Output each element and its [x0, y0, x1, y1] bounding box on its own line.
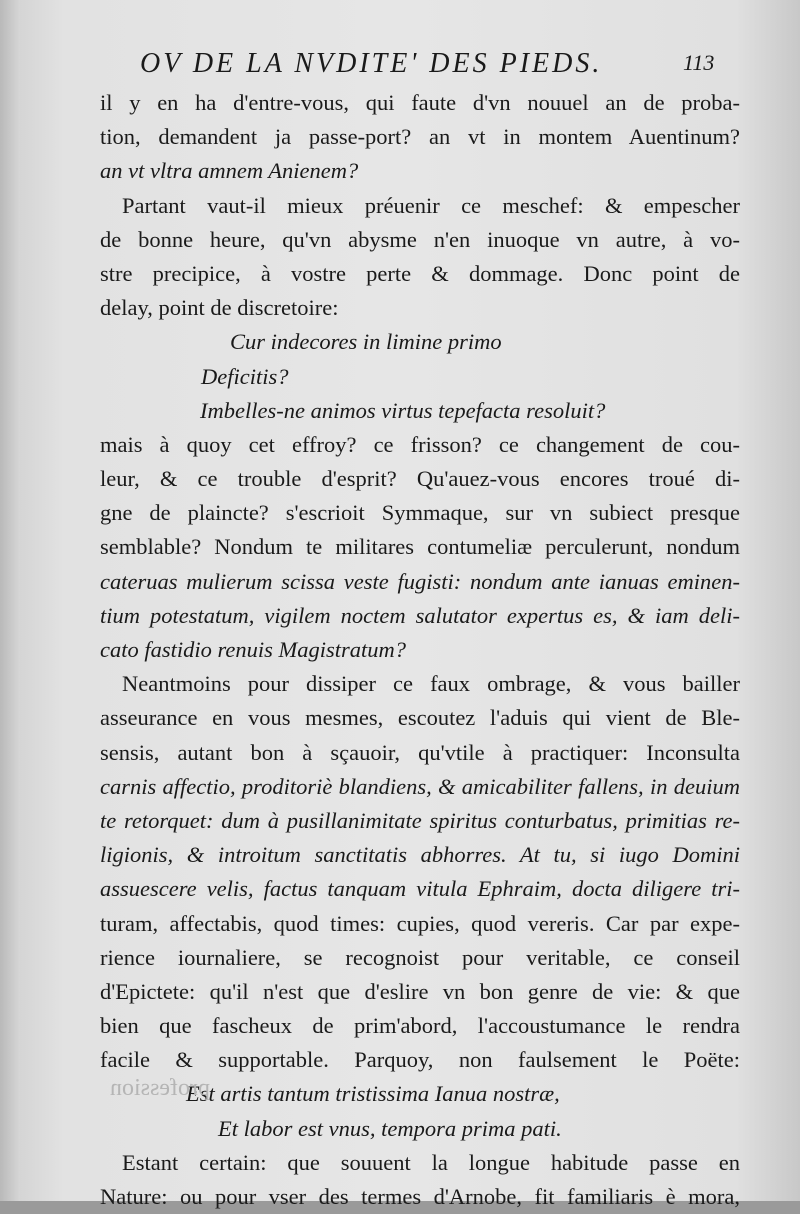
show-through-catchword: profession [110, 1075, 210, 1101]
text-line: rience iournaliere, se recognoist pour veritable, ce conseil [100, 944, 740, 970]
text-line: carnis affectio, proditoriè blandiens, & amicabiliter fallens, in deuium [100, 773, 740, 799]
text-line: stre precipice, à vostre perte & dommage. Donc point de [100, 260, 740, 286]
text-line: cateruas mulierum scissa veste fugisti: nondum ante ianuas eminen- [100, 568, 740, 594]
verse-line: Est artis tantum tristissima Ianua nostræ, [186, 1081, 560, 1107]
text-line: te retorquet: dum à pusillanimitate spiritus conturbatus, primitias re- [100, 807, 740, 833]
text-line: tion, demandent ja passe-port? an vt in montem Auentinum? [100, 124, 740, 150]
text-line: assuescere velis, factus tanquam vitula Ephraim, docta diligere tri- [100, 876, 740, 902]
text-line: sensis, autant bon à sçauoir, qu'vtile à practiquer: Inconsulta [100, 739, 740, 765]
verse-line: Cur indecores in limine primo [230, 329, 502, 355]
verse-line: Deficitis? [201, 363, 289, 389]
text-line: il y en ha d'entre-vous, qui faute d'vn nouuel an de proba- [100, 90, 740, 115]
text-line: ligionis, & introitum sanctitatis abhorres. At tu, si iugo Domini [100, 842, 740, 868]
text-line: leur, & ce trouble d'esprit? Qu'auez-vous encores troué di- [100, 466, 740, 492]
running-head: OV DE LA NVDITE' DES PIEDS. [140, 48, 603, 79]
text-line: an vt vltra amnem Anienem? [100, 158, 359, 184]
text-line: gne de plaincte? s'escrioit Symmaque, sur vn subiect presque [100, 500, 740, 526]
verse-line: Imbelles-ne animos virtus tepefacta resoluit? [200, 397, 606, 423]
text-line: cato fastidio renuis Magistratum? [100, 637, 407, 662]
text-line: asseurance en vous mesmes, escoutez l'aduis qui vient de Ble- [100, 705, 740, 731]
text-line: de bonne heure, qu'vn abysme n'en inuoque vn autre, à vo- [100, 226, 740, 252]
text-line: turam, affectabis, quod times: cupies, quod vereris. Car par expe- [100, 910, 740, 936]
text-line: facile & supportable. Parquoy, non faulsement le Poëte: [100, 1047, 740, 1073]
page-number: 113 [683, 50, 715, 75]
page-gutter [0, 0, 20, 1201]
text-line: semblable? Nondum te militares contumeliæ perculerunt, nondum [100, 534, 740, 560]
text-line: Neantmoins pour dissiper ce faux ombrage, & vous bailler [122, 671, 740, 697]
text-line: bien que fascheux de prim'abord, l'accoustumance le rendra [100, 1013, 740, 1039]
text-line: mais à quoy cet effroy? ce frisson? ce changement de cou- [100, 431, 740, 457]
text-line: tium potestatum, vigilem noctem salutator expertus es, & iam deli- [100, 602, 740, 628]
text-line: Estant certain: que souuent la longue habitude passe en [122, 1149, 740, 1175]
text-line: d'Epictete: qu'il n'est que d'eslire vn bon genre de vie: & que [100, 978, 740, 1004]
text-line: delay, point de discretoire: [100, 295, 339, 321]
body-text [100, 86, 740, 1214]
text-line: Partant vaut-il mieux préuenir ce meschef: & empescher [122, 192, 740, 218]
text-line: Nature: ou pour vser des termes d'Arnobe, fit familiaris è mora, [100, 1184, 740, 1209]
verse-line: Et labor est vnus, tempora prima pati. [218, 1115, 562, 1141]
